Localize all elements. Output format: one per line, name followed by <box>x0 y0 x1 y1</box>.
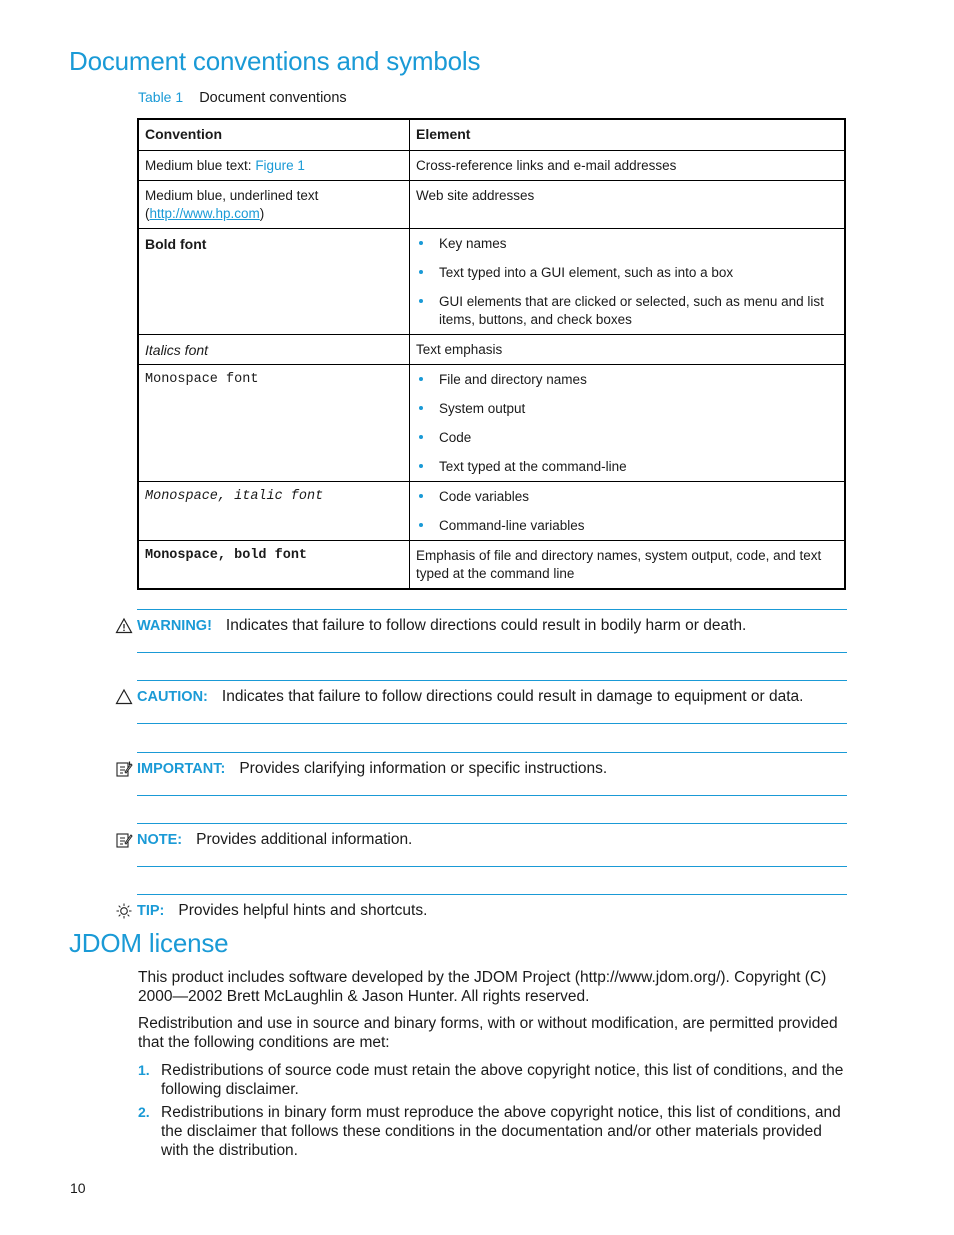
table-row <box>138 229 845 335</box>
notice-rule-bottom <box>137 652 847 653</box>
notice-row <box>115 760 607 778</box>
element-cell: Web site addresses <box>410 181 846 229</box>
section-heading-conventions: Document conventions and symbols <box>69 46 481 76</box>
table-row <box>138 365 845 482</box>
convention-cell: Italics font <box>138 335 410 365</box>
table-row <box>138 482 845 541</box>
list-item <box>138 1103 848 1160</box>
jdom-paragraph-1: This product includes software developed by the JDOM Project (http://www.jdom.org/). Copyright (C) 2000—2002 Brett McLaughlin & Jason Hunter. All rights reserved. <box>138 969 827 1005</box>
table-row <box>138 335 845 365</box>
page-number: 10 <box>70 1180 86 1196</box>
notice-label: IMPORTANT: <box>137 761 226 777</box>
table-caption-text: Document conventions <box>199 90 347 106</box>
bullet-list <box>416 235 838 329</box>
paren-close: ) <box>259 206 265 221</box>
list-item: Text typed at the command-line <box>416 458 838 476</box>
conventions-table <box>137 118 846 590</box>
convention-cell: Monospace, italic font <box>138 482 410 541</box>
bullet-list <box>416 488 838 535</box>
list-item: GUI elements that are clicked or selected, such as menu and list items, buttons, and check boxes <box>416 293 838 329</box>
list-item: Text typed into a GUI element, such as into a box <box>416 264 838 282</box>
notice-row <box>115 688 803 706</box>
header-element: Element <box>410 119 846 151</box>
notice-text: Indicates that failure to follow directions could result in bodily harm or death. <box>225 617 747 634</box>
list-text: Redistributions of source code must retain the above copyright notice, this list of conditions, and the following disclaimer. <box>161 1062 844 1098</box>
notice-rule-top <box>137 752 847 753</box>
notice-rule-top <box>137 894 847 895</box>
warning-triangle-icon <box>115 617 133 635</box>
list-item: System output <box>416 400 838 418</box>
convention-cell: Monospace font <box>138 365 410 482</box>
convention-text: Medium blue, underlined text <box>145 188 319 203</box>
list-item: Code <box>416 429 838 447</box>
element-cell <box>410 482 846 541</box>
notice-label: WARNING! <box>137 618 212 634</box>
notice-rule-top <box>137 823 847 824</box>
convention-cell <box>138 181 410 229</box>
element-cell <box>410 365 846 482</box>
jdom-paragraph-2: Redistribution and use in source and binary forms, with or without modification, are permitted provided that the following conditions are met: <box>138 1015 838 1051</box>
header-convention: Convention <box>138 119 410 151</box>
list-number: 2. <box>138 1104 150 1120</box>
convention-text: Medium blue text: <box>145 158 256 173</box>
bullet-list <box>416 371 838 476</box>
list-text: Redistributions in binary form must reproduce the above copyright notice, this list of conditions, and the disclaimer that follows these conditions in the documentation and/or other materials provided with the distribution. <box>161 1104 841 1159</box>
table-caption-label: Table 1 <box>138 89 184 105</box>
notice-rule-top <box>137 680 847 681</box>
element-cell: Emphasis of file and directory names, system output, code, and text typed at the command line <box>410 541 846 590</box>
element-cell: Cross-reference links and e-mail addresses <box>410 151 846 181</box>
list-item: Command-line variables <box>416 517 838 535</box>
note-icon <box>115 831 133 849</box>
notice-row <box>115 617 746 635</box>
element-cell: Text emphasis <box>410 335 846 365</box>
convention-cell <box>138 151 410 181</box>
notice-text: Provides additional information. <box>196 831 413 848</box>
table-header-row <box>138 119 845 151</box>
caution-triangle-icon <box>115 688 133 706</box>
lightbulb-icon <box>115 902 133 920</box>
notice-rule-bottom <box>137 795 847 796</box>
notice-row <box>115 831 412 849</box>
notice-rule-bottom <box>137 866 847 867</box>
table-caption <box>138 89 347 106</box>
notice-rule-top <box>137 609 847 610</box>
notice-row <box>115 902 427 920</box>
notice-label: CAUTION: <box>137 689 208 705</box>
paren-open: ( <box>145 206 150 221</box>
hp-url-link[interactable]: http://www.hp.com <box>149 206 260 221</box>
notice-text: Indicates that failure to follow directions could result in damage to equipment or data. <box>221 688 804 705</box>
jdom-conditions-list <box>138 1061 848 1164</box>
table-row <box>138 541 845 590</box>
list-item <box>138 1061 848 1099</box>
important-note-icon <box>115 760 133 778</box>
list-item: File and directory names <box>416 371 838 389</box>
convention-cell: Bold font <box>138 229 410 335</box>
notice-label: TIP: <box>137 903 165 919</box>
notice-label: NOTE: <box>137 832 183 848</box>
section-heading-jdom: JDOM license <box>69 928 229 958</box>
notice-text: Provides helpful hints and shortcuts. <box>178 902 428 919</box>
notice-text: Provides clarifying information or specific instructions. <box>239 760 608 777</box>
list-number: 1. <box>138 1062 150 1078</box>
figure-link[interactable]: Figure 1 <box>255 158 305 173</box>
table-row <box>138 181 845 229</box>
convention-cell: Monospace, bold font <box>138 541 410 590</box>
element-cell <box>410 229 846 335</box>
list-item: Code variables <box>416 488 838 506</box>
table-row <box>138 151 845 181</box>
list-item: Key names <box>416 235 838 253</box>
notice-rule-bottom <box>137 723 847 724</box>
